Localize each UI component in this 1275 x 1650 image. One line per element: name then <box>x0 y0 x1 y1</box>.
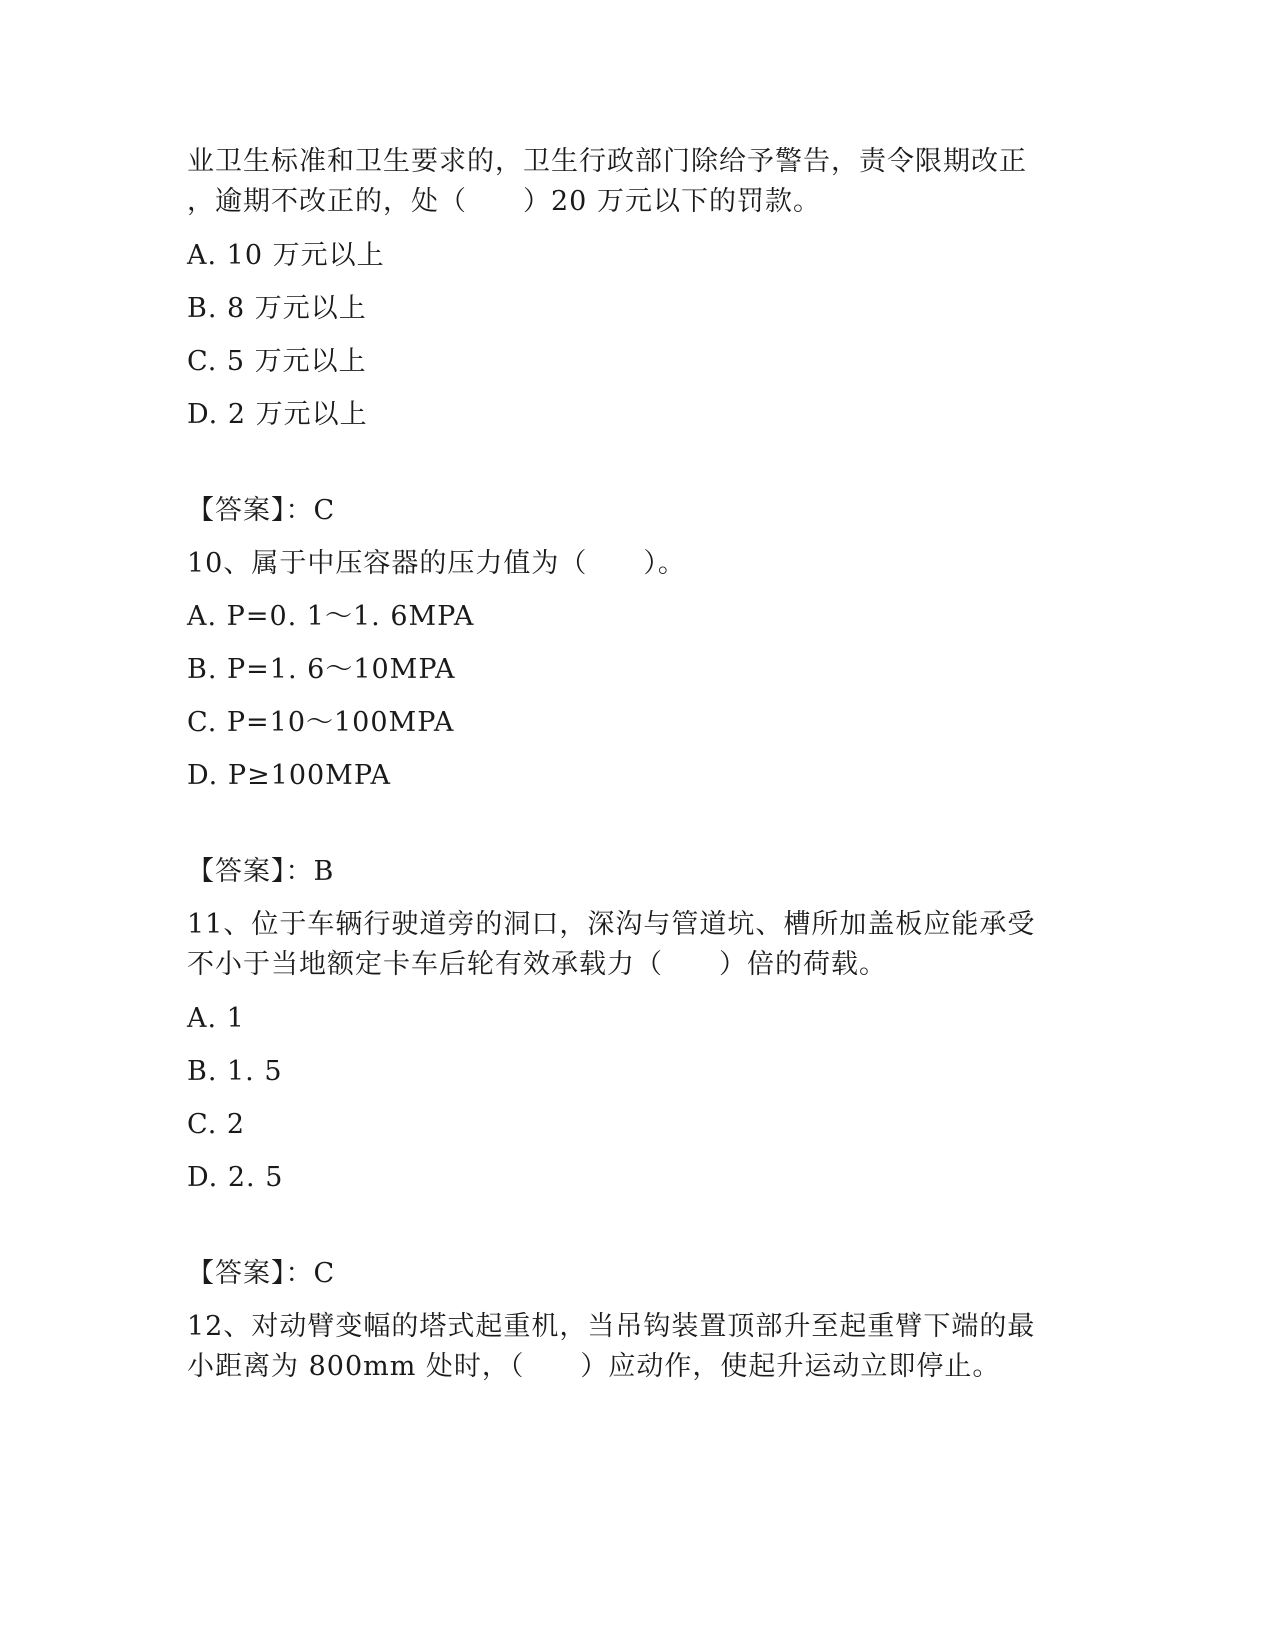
question-10-option-b: B. P=1. 6～10MPA <box>187 654 456 685</box>
question-11-option-c: C. 2 <box>187 1109 246 1140</box>
question-12-text-line-2: 小距离为 800mm 处时，（ ）应动作，使起升运动立即停止。 <box>187 1351 1001 1382</box>
question-9-option-d: D. 2 万元以上 <box>187 399 368 430</box>
question-10-option-c: C. P=10～100MPA <box>187 707 455 738</box>
question-10-option-d: D. P≥100MPA <box>187 760 392 791</box>
question-9-text-line-2: ，逾期不改正的，处（ ）20 万元以下的罚款。 <box>187 186 821 217</box>
question-11-option-b: B. 1. 5 <box>187 1056 283 1087</box>
question-9-option-c: C. 5 万元以上 <box>187 346 367 377</box>
question-12-text-line-1: 12、对动臂变幅的塔式起重机，当吊钩装置顶部升至起重臂下端的最 <box>187 1311 1036 1342</box>
question-11-option-a: A. 1 <box>187 1003 245 1034</box>
question-9-answer: 【答案】：C <box>187 495 336 526</box>
question-11-option-d: D. 2. 5 <box>187 1162 284 1193</box>
question-9-option-a: A. 10 万元以上 <box>187 240 385 271</box>
question-10-answer: 【答案】：B <box>187 856 335 887</box>
question-11-text-line-1: 11、位于车辆行驶道旁的洞口，深沟与管道坑、槽所加盖板应能承受 <box>187 909 1036 940</box>
question-10-option-a: A. P=0. 1～1. 6MPA <box>187 601 475 632</box>
question-9-option-b: B. 8 万元以上 <box>187 293 367 324</box>
question-9-text-line-1: 业卫生标准和卫生要求的，卫生行政部门除给予警告，责令限期改正 <box>187 146 1027 177</box>
question-10-text-line-1: 10、属于中压容器的压力值为（ ）。 <box>187 548 686 579</box>
question-11-text-line-2: 不小于当地额定卡车后轮有效承载力（ ）倍的荷载。 <box>187 949 887 980</box>
question-11-answer: 【答案】：C <box>187 1258 336 1289</box>
